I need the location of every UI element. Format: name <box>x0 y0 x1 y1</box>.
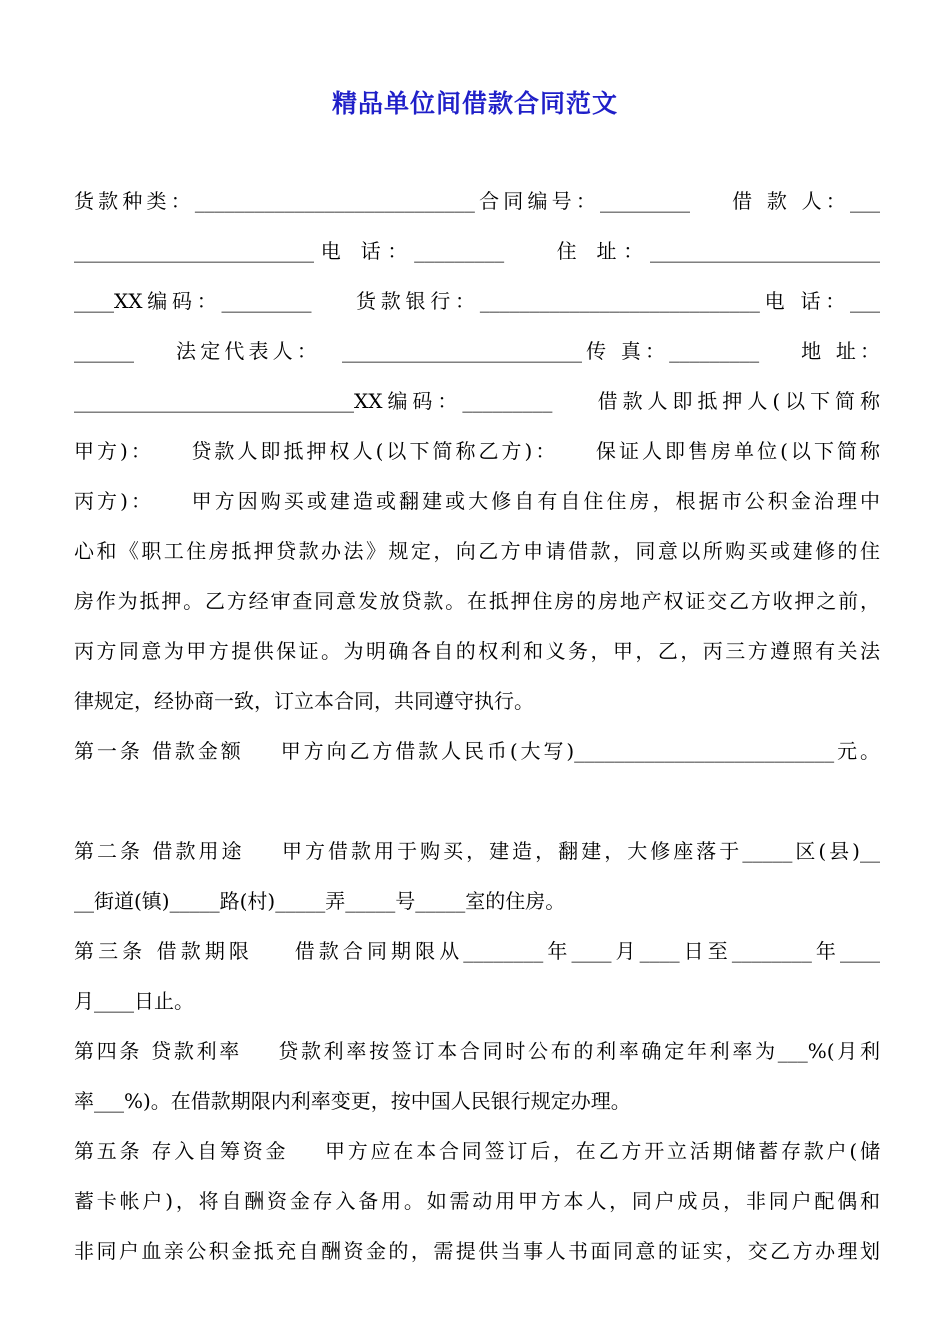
text-line: ____XX编码：_________ 货款银行：____________________________电 话：___ <box>74 289 880 313</box>
text-line: 丙方同意为甲方提供保证。为明确各自的权利和义务，甲，乙，丙三方遵照有关法 <box>74 639 880 663</box>
text-line: 月____日止。 <box>74 989 194 1013</box>
text-line: 非同户血亲公积金抵充自酬资金的，需提供当事人书面同意的证实，交乙方办理划 <box>74 1239 880 1263</box>
text-line: 第三条 借款期限 借款合同期限从________年____月____日至________年____ <box>74 939 880 963</box>
text-line: 第五条 存入自筹资金 甲方应在本合同签订后，在乙方开立活期储蓄存款户(储 <box>74 1139 880 1163</box>
blank-line <box>74 783 880 833</box>
text-line: 甲方)： 贷款人即抵押权人(以下简称乙方)： 保证人即售房单位(以下简称 <box>74 439 880 463</box>
text-line: 蓄卡帐户)，将自酬资金存入备用。如需动用甲方本人，同户成员，非同户配偶和 <box>74 1189 880 1213</box>
text-line: 心和《职工住房抵押贷款办法》规定，向乙方申请借款，同意以所购买或建修的住 <box>74 539 880 563</box>
text-line: ______ 法定代表人： ________________________传 真：_________ 地 址： <box>74 339 880 363</box>
text-line: 丙方)： 甲方因购买或建造或翻建或大修自有自住住房，根据市公积金治理中 <box>74 489 880 513</box>
text-line: 房作为抵押。乙方经审查同意发放贷款。在抵押住房的房地产权证交乙方收押之前， <box>74 589 880 613</box>
text-line: 第二条 借款用途 甲方借款用于购买，建造，翻建，大修座落于_____区(县)__ <box>74 839 880 863</box>
text-line: 率___%)。在借款期限内利率变更，按中国人民银行规定办理。 <box>74 1089 631 1113</box>
text-line: 货款种类：____________________________合同编号：_________ 借 款 人：___ <box>74 189 880 213</box>
document-title: 精品单位间借款合同范文 <box>331 89 618 118</box>
text-line: 第四条 贷款利率 贷款利率按签订本合同时公布的利率确定年利率为___%(月利 <box>74 1039 880 1063</box>
text-line: 律规定，经协商一致，订立本合同，共同遵守执行。 <box>74 689 534 713</box>
text-line: ________________________电 话：_________ 住 址：_______________________ <box>74 239 880 263</box>
text-line: ____________________________XX编码：_________ 借款人即抵押人(以下简称 <box>74 389 880 413</box>
text-line: __街道(镇)_____路(村)_____弄_____号_____室的住房。 <box>74 889 566 913</box>
text-line: 第一条 借款金额 甲方向乙方借款人民币(大写)__________________________元。 <box>74 739 880 763</box>
contract-body <box>74 183 880 1283</box>
